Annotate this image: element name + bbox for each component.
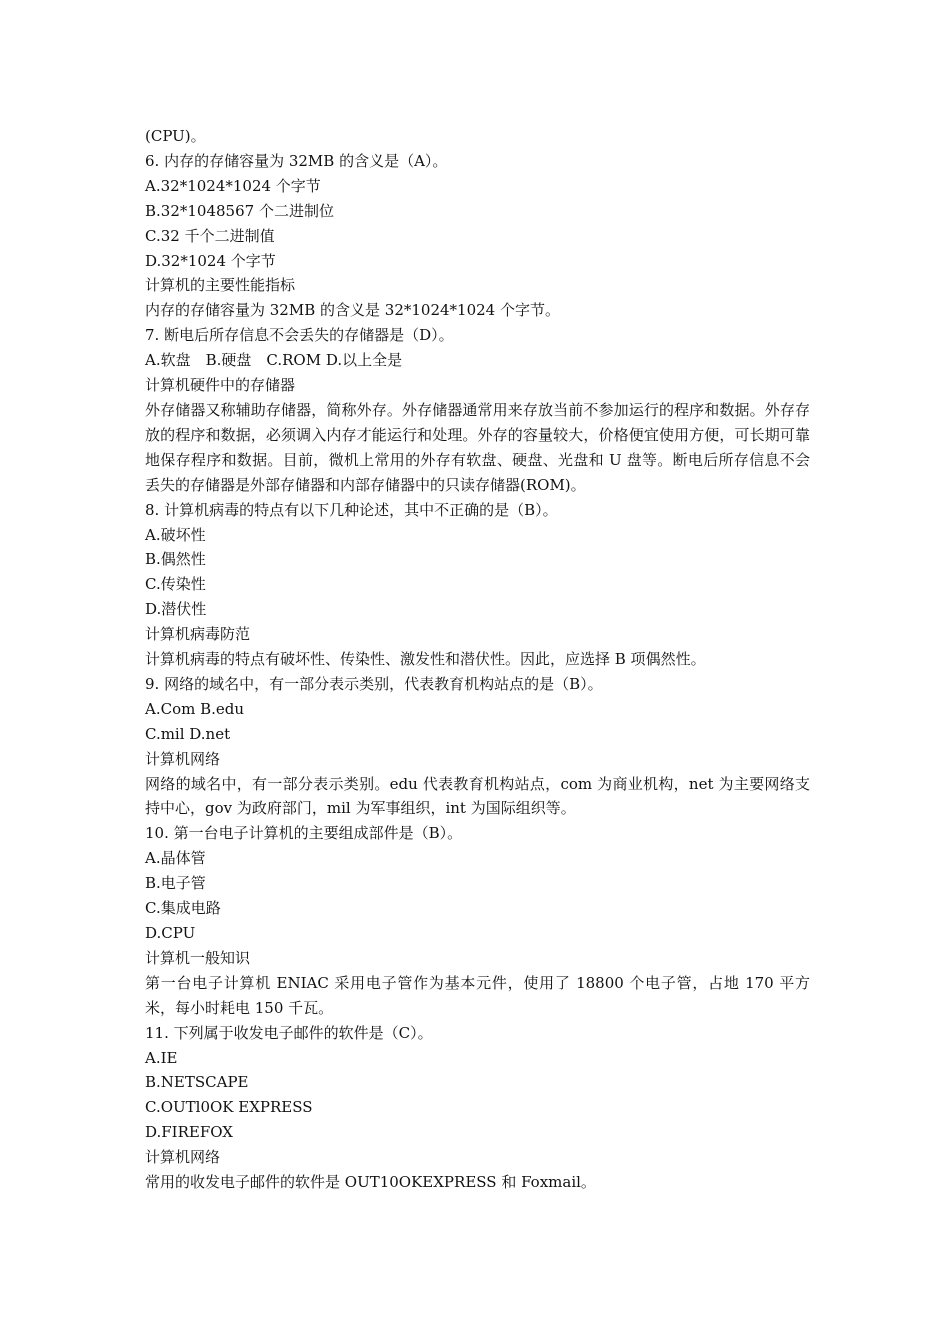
- option-line: C.mil D.net: [145, 724, 231, 743]
- topic-line: 计算机病毒防范: [145, 625, 251, 644]
- explanation-line: 常用的收发电子邮件的软件是 OUT10OKEXPRESS 和 Foxmail。: [145, 1173, 596, 1192]
- option-line: D.潜伏性: [145, 600, 207, 619]
- question-line: 11. 下列属于收发电子邮件的软件是（C）。: [145, 1023, 433, 1042]
- option-line: B.偶然性: [145, 550, 206, 569]
- topic-line: 计算机硬件中的存储器: [145, 376, 296, 395]
- explanation-line: 内存的存储容量为 32MB 的含义是 32*1024*1024 个字节。: [145, 301, 560, 320]
- topic-line: 计算机网络: [145, 749, 221, 768]
- option-line: B.NETSCAPE: [145, 1073, 249, 1092]
- text-line: (CPU)。: [145, 127, 206, 145]
- topic-line: 计算机一般知识: [145, 948, 251, 967]
- question-line: 7. 断电后所存信息不会丢失的存储器是（D）。: [145, 326, 454, 345]
- explanation-line: 计算机病毒的特点有破坏性、传染性、激发性和潜伏性。因此，应选择 B 项偶然性。: [145, 650, 706, 669]
- option-line: A.软盘 B.硬盘 C.ROM D.以上全是: [145, 351, 403, 370]
- option-line: A.IE: [145, 1048, 178, 1067]
- option-line: C.OUTl0OK EXPRESS: [145, 1098, 313, 1117]
- option-line: A.破坏性: [145, 525, 206, 544]
- option-line: A.32*1024*1024 个字节: [145, 176, 321, 195]
- option-line: D.CPU: [145, 924, 196, 942]
- option-line: A.晶体管: [145, 849, 206, 868]
- option-line: B.电子管: [145, 874, 206, 893]
- option-line: D.FIREFOX: [145, 1123, 233, 1142]
- question-line: 10. 第一台电子计算机的主要组成部件是（B）。: [145, 824, 463, 843]
- topic-line: 计算机的主要性能指标: [145, 276, 296, 295]
- option-line: B.32*1048567 个二进制位: [145, 201, 334, 220]
- option-line: D.32*1024 个字节: [145, 251, 276, 270]
- option-line: A.Com B.edu: [145, 699, 245, 718]
- explanation-line: 网络的域名中，有一部分表示类别。edu 代表教育机构站点，com 为商业机构，net 为主要网络支持中心，gov 为政府部门，mil 为军事组织，int 为国际组织等。: [145, 774, 810, 818]
- topic-line: 计算机网络: [145, 1148, 221, 1167]
- question-line: 9. 网络的域名中，有一部分表示类别，代表教育机构站点的是（B）。: [145, 674, 603, 693]
- option-line: C.32 千个二进制值: [145, 226, 275, 245]
- option-line: C.集成电路: [145, 899, 221, 918]
- question-line: 6. 内存的存储容量为 32MB 的含义是（A）。: [145, 151, 448, 170]
- question-line: 8. 计算机病毒的特点有以下几种论述，其中不正确的是（B）。: [145, 500, 558, 519]
- option-line: C.传染性: [145, 575, 206, 594]
- explanation-line: 外存储器又称辅助存储器，简称外存。外存储器通常用来存放当前不参加运行的程序和数据。外存存放的程序和数据，必须调入内存才能运行和处理。外存的容量较大，价格便宜使用方便，可长期可靠地保存程序和数据。目前，微机上常用的外存有软盘、硬盘、光盘和 U 盘等。断电后所存信息不会丢失的存储器是外部存储器和内部存储器中的只读存储器(ROM)。: [145, 400, 810, 494]
- explanation-line: 第一台电子计算机 ENIAC 采用电子管作为基本元件，使用了 18800 个电子管，占地 170 平方米，每小时耗电 150 千瓦。: [145, 973, 810, 1017]
- document-page: [145, 124, 810, 1195]
